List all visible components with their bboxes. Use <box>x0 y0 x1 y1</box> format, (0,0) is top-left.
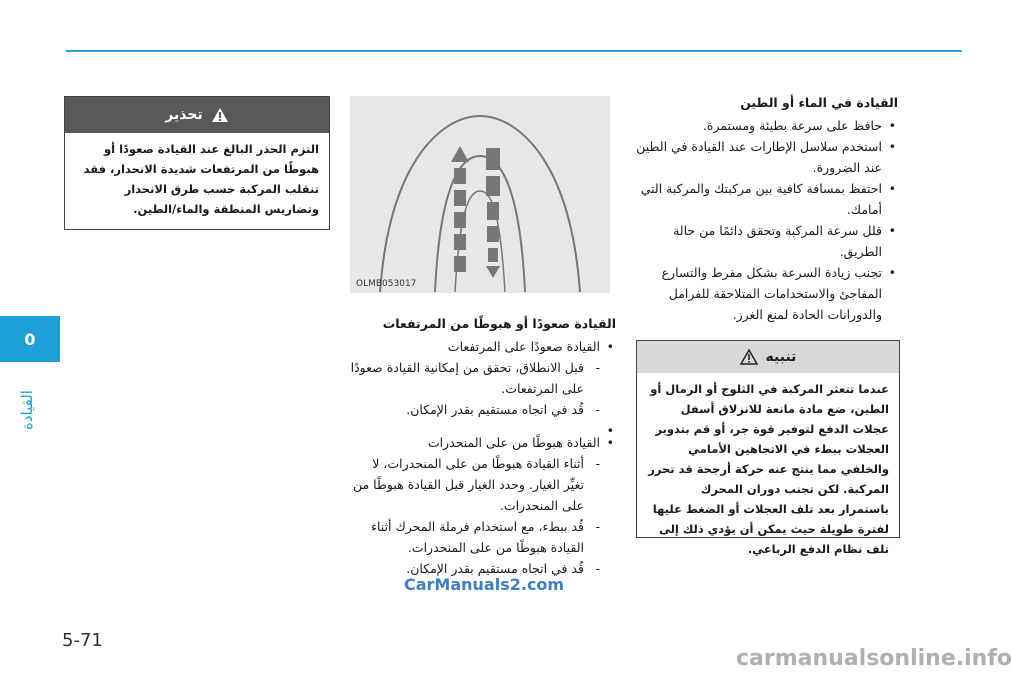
caution-text: عندما تتعثر المركبة في الثلوج أو الرمال أو الطين، ضع مادة مانعة للانزلاق أسفل عجلات الدفع لتوفير قوة جر، أو قم بتدوير العجلات ببطء في الاتجاهين الأمامي والخلفي مما ينتج عنه حركة أرجحة قد تحرر المركبة. لكن تجنب دوران المحرك باستمرار بعد تلف العجلات أو الضغط عليها لفترة طويلة حيث يمكن أن يؤدي ذلك إلى تلف نظام الدفع الرباعي. <box>648 382 889 556</box>
list-item: • استخدم سلاسل الإطارات عند القيادة في الطين عند الضرورة. <box>636 136 898 178</box>
list-item: • القيادة صعودًا على المرتفعات - قبل الانطلاق، تحقق من إمكانية القيادة صعودًا على المرتفعات. - قُد في اتجاه مستقيم بقدر الإمكان. <box>350 336 616 420</box>
list-item: - قُد في اتجاه مستقيم بقدر الإمكان. <box>350 399 600 420</box>
figure-slope-driving <box>350 96 610 293</box>
list-item: • احتفظ بمسافة كافية بين مركبتك والمركبة التي أمامك. <box>636 178 898 220</box>
spacer <box>350 420 616 432</box>
list-item: - قُد ببطء، مع استخدام فرملة المحرك أثناء القيادة هبوطًا من على المنحدرات. <box>350 516 600 558</box>
middle-heading: القيادة صعودًا أو هبوطًا من المرتفعات <box>382 316 616 331</box>
caution-title: تنبيه <box>765 349 797 365</box>
list-item: - أثناء القيادة هبوطًا من على المنحدرات، لا تغيِّر الغيار. وحدد الغيار قبل القيادة هبوطًا من على المنحدرات. <box>350 453 600 516</box>
list-item: - قُد في اتجاه مستقيم بقدر الإمكان. <box>350 558 600 579</box>
warning-box <box>64 96 330 230</box>
list-item: • القيادة هبوطًا من على المنحدرات - أثناء القيادة هبوطًا من على المنحدرات، لا تغيِّر الغيار. وحدد الغيار قبل القيادة هبوطًا من على المنحدرات. - قُد ببطء، مع استخدام فرملة المحرك أثناء القيادة هبوطًا من على المنحدرات. - قُد في اتجاه مستقيم بقدر الإمكان. <box>350 432 616 579</box>
right-column <box>636 92 898 325</box>
list-item: • تجنب زيادة السرعة بشكل مفرط والتسارع المفاجئ والاستخدامات المتلاحقة للفرامل والدورانات الحادة لمنع الغرز. <box>636 262 898 325</box>
list-item: - قبل الانطلاق، تحقق من إمكانية القيادة صعودًا على المرتفعات. <box>350 357 600 399</box>
warning-header <box>65 97 329 133</box>
warning-triangle-icon <box>211 107 229 123</box>
watermark-link[interactable]: CarManuals2.com <box>404 575 565 594</box>
top-rule <box>66 50 962 52</box>
list-item: • حافظ على سرعة بطيئة ومستمرة. <box>636 115 898 136</box>
caution-triangle-icon <box>740 349 758 365</box>
chapter-label: القيادة <box>18 390 36 430</box>
figure-label: OLMB053017 <box>356 279 417 289</box>
chapter-tab: 0 <box>0 316 60 362</box>
middle-column <box>350 313 616 579</box>
watermark-site[interactable]: carmanualsonline.info <box>736 646 1012 671</box>
slope-illustration <box>350 96 610 293</box>
page-number: 5-71 <box>62 630 103 651</box>
warning-text: التزم الحذر البالغ عند القيادة صعودًا أو هبوطًا من المرتفعات شديدة الانحدار، فقد تنقلب المركبة حسب طرق الانحدار وتضاريس المنطقة والماء/الطين. <box>83 142 319 216</box>
caution-header <box>637 341 899 373</box>
warning-title: تحذير <box>165 107 203 123</box>
right-heading: القيادة في الماء أو الطين <box>740 95 898 110</box>
down-arrow-icon <box>486 148 500 278</box>
caution-box <box>636 340 900 556</box>
list-item: • قلل سرعة المركبة وتحقق دائمًا من حالة الطريق. <box>636 220 898 262</box>
